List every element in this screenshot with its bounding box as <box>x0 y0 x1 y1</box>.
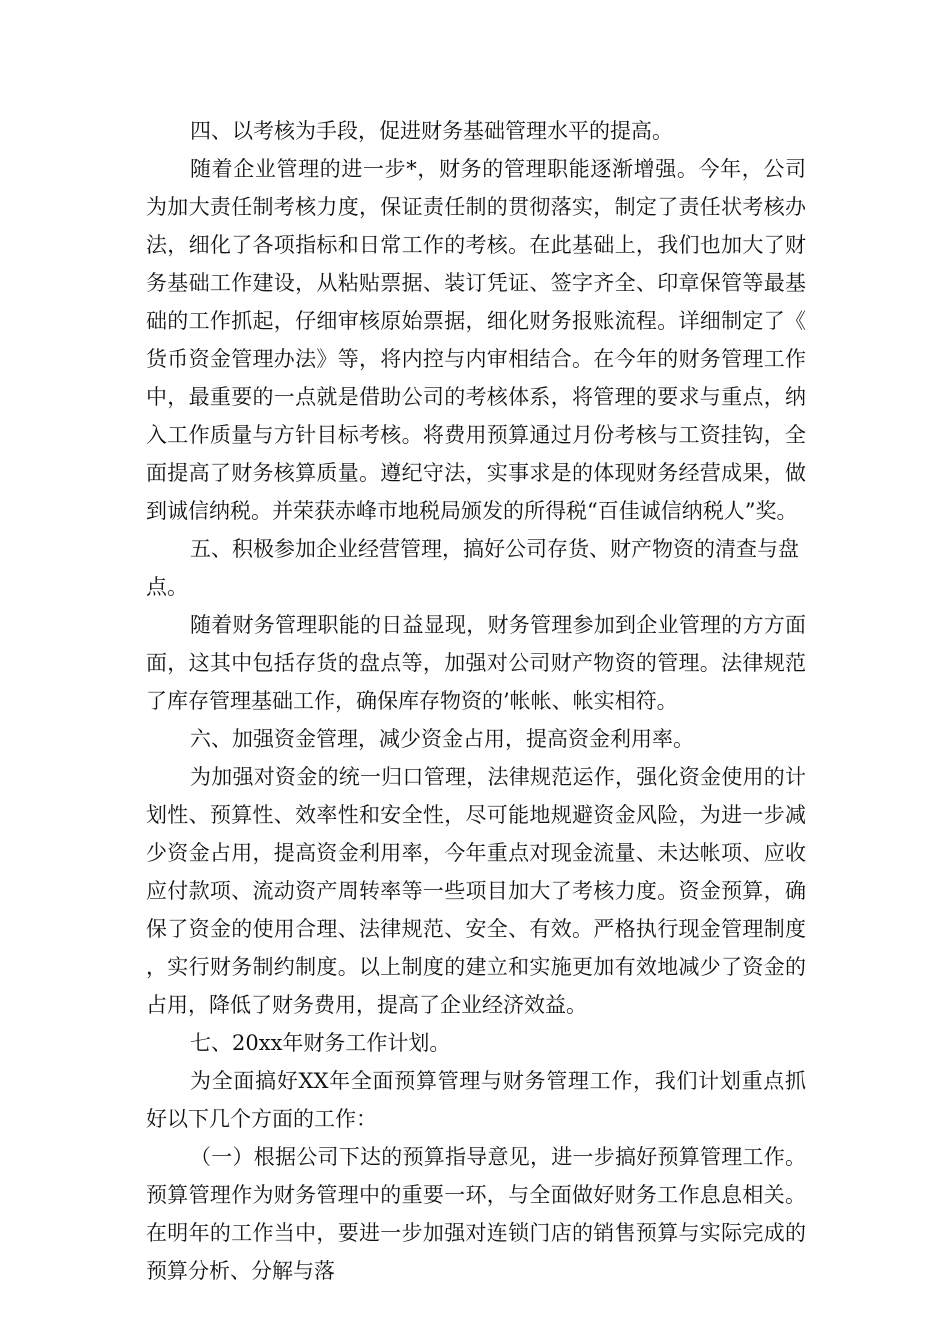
paragraph-section-7-intro: 为全面搞好XX年全面预算管理与财务管理工作，我们计划重点抓好以下几个方面的工作： <box>146 1069 806 1131</box>
paragraph-section-5-body: 随着财务管理职能的日益显现，财务管理参加到企业管理的方方面面，这其中包括存货的盘点等，加强对公司财产物资的管理。法律规范了库存管理基础工作，确保库存物资的’帐帐、帐实相符。 <box>146 613 806 713</box>
paragraph-section-4-body: 随着企业管理的进一步*，财务的管理职能逐渐增强。今年，公司为加大责任制考核力度，保证责任制的贯彻落实，制定了责任状考核办法，细化了各项指标和日常工作的考核。在此基础上，我们也加大了财务基础工作建设，从粘贴票据、装订凭证、签字齐全、印章保管等最基础的工作抓起，仔细审核原始票据，细化财务报账流程。详细制定了《货币资金管理办法》等，将内控与内审相结合。在今年的财务管理工作中，最重要的一点就是借助公司的考核体系，将管理的要求与重点，纳入工作质量与方针目标考核。将费用预算通过月份考核与工资挂钩，全面提高了财务核算质量。遵纪守法，实事求是的体现财务经营成果，做到诚信纳税。并荣获赤峰市地税局颁发的所得税“百佳诚信纳税人”奖。 <box>146 157 806 523</box>
paragraph-plan-item-1: （一）根据公司下达的预算指导意见，进一步搞好预算管理工作。预算管理作为财务管理中的重要一环，与全面做好财务工作息息相关。在明年的工作当中，要进一步加强对连锁门店的销售预算与实际完成的预算分析、分解与落 <box>146 1145 806 1283</box>
paragraph-section-6-body: 为加强对资金的统一归口管理，法律规范运作，强化资金使用的计划性、预算性、效率性和安全性，尽可能地规避资金风险，为进一步减少资金占用，提高资金利用率，今年重点对现金流量、未达帐项、应收应付款项、流动资产周转率等一些项目加大了考核力度。资金预算，确保了资金的使用合理、法律规范、安全、有效。严格执行现金管理制度，实行财务制约制度。以上制度的建立和实施更加有效地减少了资金的占用，降低了财务费用，提高了企业经济效益。 <box>146 765 806 1017</box>
section-heading-4: 四、以考核为手段，促进财务基础管理水平的提高。 <box>190 119 673 143</box>
section-heading-5: 五、积极参加企业经营管理，搞好公司存货、财产物资的清查与盘点。 <box>146 537 799 599</box>
document-body <box>146 112 806 1290</box>
section-heading-7: 七、20xx年财务工作计划。 <box>190 1031 451 1055</box>
section-heading-6: 六、加强资金管理，减少资金占用，提高资金利用率。 <box>190 727 694 751</box>
